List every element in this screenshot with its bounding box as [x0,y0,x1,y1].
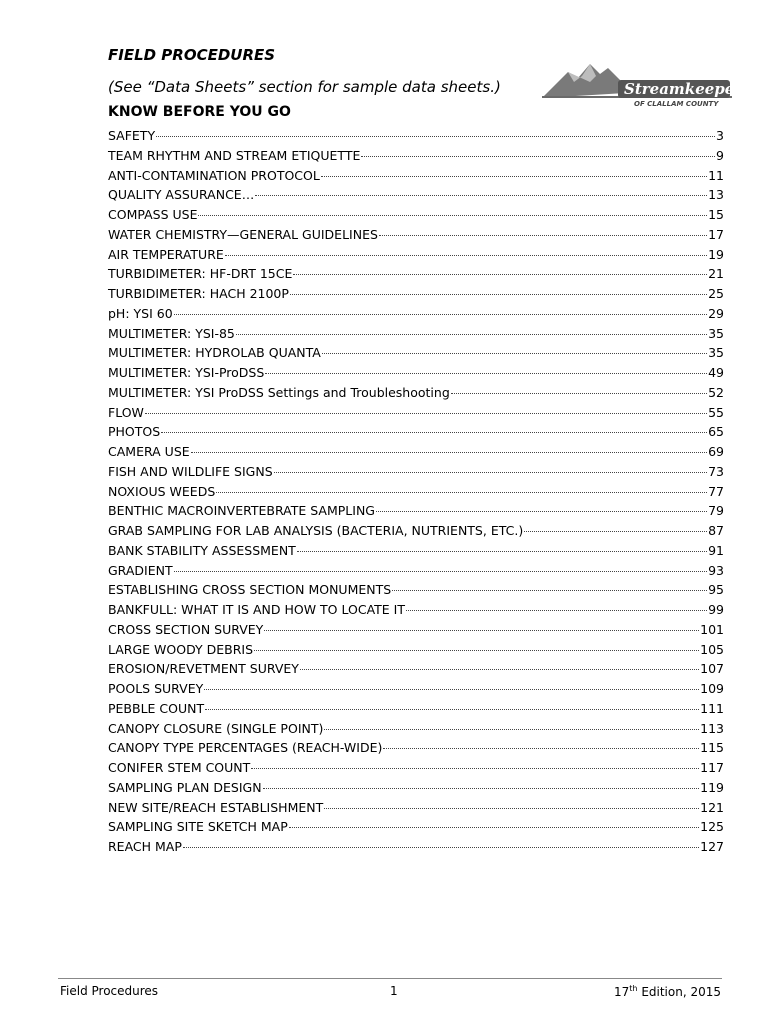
toc-entry[interactable] [108,837,724,857]
toc-entry-title: LARGE WOODY DEBRIS [108,641,254,657]
page-subtitle: (See “Data Sheets” section for sample data sheets.) [108,78,501,96]
toc-leader-dots [156,124,715,137]
streamkeepers-logo [538,58,751,108]
toc-entry-page: 3 [716,128,724,143]
toc-entry-title: TEAM RHYTHM AND STREAM ETIQUETTE [108,147,361,163]
toc-leader-dots [236,322,707,335]
toc-leader-dots [216,480,707,493]
toc-entry-page: 95 [708,582,724,598]
toc-entry-page: 117 [700,760,724,775]
edition-suffix: th [629,984,638,993]
edition-text: Edition, 2015 [637,985,722,999]
toc-entry-title: CANOPY CLOSURE (SINGLE POINT) [108,720,324,736]
toc-entry-title: ANTI-CONTAMINATION PROTOCOL [108,167,320,183]
toc-entry-page: 79 [708,503,724,519]
toc-entry-page: 19 [708,246,724,262]
toc-leader-dots [321,164,707,177]
toc-entry-page: 35 [708,325,724,341]
toc-entry-page: 91 [708,542,724,558]
toc-entry-page: 52 [708,384,724,400]
toc-entry-page: 105 [700,641,724,657]
toc-leader-dots [204,677,699,690]
toc-entry-title: BANKFULL: WHAT IT IS AND HOW TO LOCATE IT [108,602,405,617]
toc-leader-dots [324,717,699,730]
page-title: FIELD PROCEDURES [108,46,276,64]
toc-entry-page: 111 [700,700,724,716]
toc-entry-title: FLOW [108,404,144,420]
toc-leader-dots [451,381,707,394]
toc-entry-title: PEBBLE COUNT [108,700,205,716]
toc-leader-dots [322,341,707,354]
toc-leader-dots [183,835,699,848]
toc-entry-title: MULTIMETER: YSI-ProDSS [108,365,265,380]
toc-leader-dots [376,499,707,512]
toc-leader-dots [383,736,699,749]
toc-entry-page: 73 [708,463,724,479]
toc-leader-dots [289,815,699,828]
toc-entry-title: QUALITY ASSURANCE… [108,187,255,203]
toc-entry-page: 99 [708,602,724,617]
toc-leader-dots [225,243,707,256]
logo-wordmark: Streamkeepers [624,80,751,98]
toc-leader-dots [191,440,707,453]
edition-number: 17 [614,985,630,999]
toc-leader-dots [290,282,707,295]
toc-leader-dots [392,578,707,591]
toc-entry-page: 11 [708,167,724,183]
toc-entry-title: ESTABLISHING CROSS SECTION MONUMENTS [108,582,392,598]
toc-leader-dots [293,262,707,275]
toc-entry-page: 121 [700,799,724,815]
toc-entry-title: pH: YSI 60 [108,305,173,321]
toc-entry-title: SAMPLING SITE SKETCH MAP [108,819,288,835]
toc-entry-page: 17 [708,226,724,242]
footer-document-name: Field Procedures [60,984,159,998]
logo-tagline: OF CLALLAM COUNTY [634,100,719,108]
toc-entry-page: 93 [708,562,724,578]
toc-entry-page: 115 [700,740,724,756]
toc-entry-title: SAMPLING PLAN DESIGN [108,779,262,795]
toc-entry-title: CROSS SECTION SURVEY [108,621,264,637]
toc-entry-title: BENTHIC MACROINVERTEBRATE SAMPLING [108,503,375,519]
toc-leader-dots [161,420,707,433]
toc-leader-dots [145,401,707,414]
toc-entry-title: WATER CHEMISTRY—GENERAL GUIDELINES [108,226,378,242]
toc-entry-title: PHOTOS [108,424,161,440]
toc-entry-page: 101 [700,621,724,637]
toc-leader-dots [406,598,707,611]
toc-entry-title: TURBIDIMETER: HF-DRT 15CE [108,266,293,282]
toc-leader-dots [324,796,699,809]
toc-entry-title: NOXIOUS WEEDS [108,483,216,499]
toc-entry-title: TURBIDIMETER: HACH 2100P [108,286,289,301]
toc-entry-page: 21 [708,266,724,282]
toc-leader-dots [254,638,699,651]
toc-entry-page: 25 [708,286,724,301]
toc-entry-title: CONIFER STEM COUNT [108,760,251,775]
toc-entry-page: 109 [700,681,724,696]
toc-leader-dots [251,756,699,769]
toc-leader-dots [297,539,707,552]
toc-entry-page: 87 [708,523,724,538]
section-heading: KNOW BEFORE YOU GO [108,104,291,120]
table-of-contents [108,126,724,857]
toc-entry-page: 113 [700,720,724,736]
toc-leader-dots [174,302,707,315]
footer-edition [614,984,721,999]
toc-entry-title: POOLS SURVEY [108,681,204,696]
toc-entry-title: GRADIENT [108,562,173,578]
toc-leader-dots [524,519,707,532]
toc-leader-dots [174,559,707,572]
toc-entry-title: NEW SITE/REACH ESTABLISHMENT [108,799,324,815]
toc-leader-dots [274,460,707,473]
toc-entry-title: MULTIMETER: YSI ProDSS Settings and Troubleshooting [108,384,450,400]
toc-entry-title: AIR TEMPERATURE [108,246,224,262]
footer-divider [58,978,722,979]
toc-entry-page: 9 [716,147,724,163]
toc-entry-title: BANK STABILITY ASSESSMENT [108,542,296,558]
toc-entry-title: MULTIMETER: YSI-85 [108,325,235,341]
toc-entry-title: GRAB SAMPLING FOR LAB ANALYSIS (BACTERIA, NUTRIENTS, ETC.) [108,523,524,538]
toc-leader-dots [265,361,707,374]
toc-leader-dots [264,618,699,631]
toc-leader-dots [300,657,699,670]
toc-entry-title: COMPASS USE [108,207,198,222]
footer-page-number: 1 [390,984,398,998]
toc-entry-page: 49 [708,365,724,380]
toc-leader-dots [379,223,707,236]
toc-entry-page: 119 [700,779,724,795]
toc-leader-dots [198,203,707,216]
toc-entry-title: EROSION/REVETMENT SURVEY [108,661,299,677]
toc-entry-page: 107 [700,661,724,677]
toc-entry-title: CAMERA USE [108,444,190,459]
toc-entry-page: 127 [700,839,724,854]
toc-entry-page: 125 [700,819,724,835]
toc-entry-page: 15 [708,207,724,222]
toc-entry-title: SAFETY [108,128,156,143]
toc-leader-dots [263,776,700,789]
toc-entry-page: 35 [708,345,724,361]
toc-entry-page: 65 [708,424,724,440]
toc-entry-title: REACH MAP [108,839,182,854]
toc-entry-title: CANOPY TYPE PERCENTAGES (REACH-WIDE) [108,740,383,756]
toc-entry-page: 77 [708,483,724,499]
toc-leader-dots [205,697,699,710]
toc-entry-page: 69 [708,444,724,459]
toc-entry-title: MULTIMETER: HYDROLAB QUANTA [108,345,321,361]
toc-entry-page: 55 [708,404,724,420]
toc-entry-page: 29 [708,305,724,321]
toc-entry-title: FISH AND WILDLIFE SIGNS [108,463,273,479]
toc-entry-page: 13 [708,187,724,203]
toc-leader-dots [255,183,707,196]
toc-leader-dots [361,144,715,157]
